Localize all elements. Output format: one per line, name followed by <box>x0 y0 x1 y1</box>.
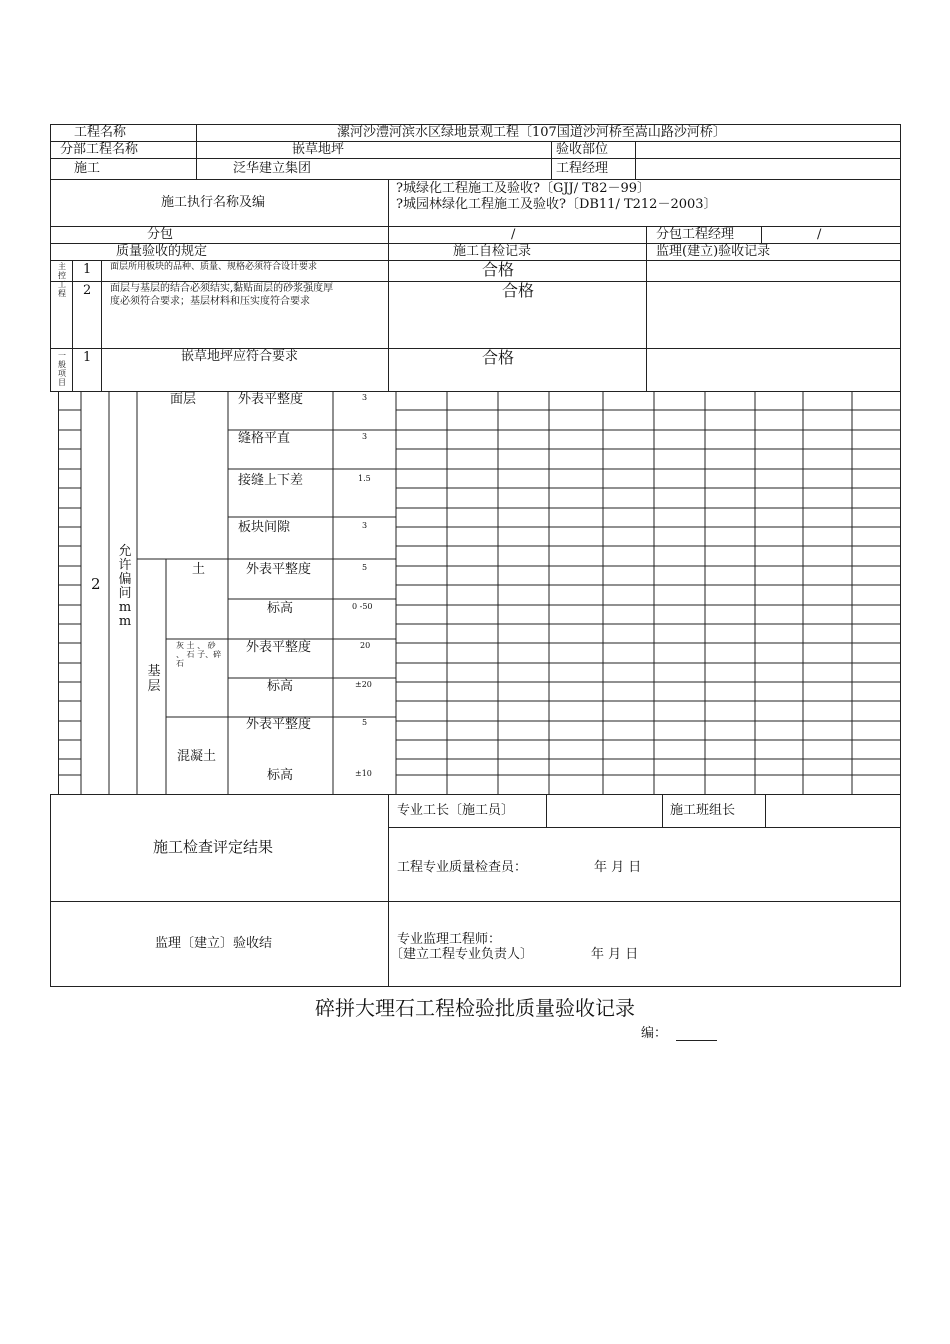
standard-label: 施工执行名称及编 <box>161 195 266 210</box>
self-check-header: 施工自检记录 <box>453 244 532 259</box>
general-no: 1 <box>83 350 92 365</box>
main-item-2-result: 合格 <box>502 281 535 300</box>
supervision-label: 监理〔建立〕验收结 <box>155 936 273 951</box>
page-title: 碎拼大理石工程检验批质量验收记录 <box>315 996 635 1020</box>
deviation-row-value: 0 -50 <box>352 602 373 611</box>
deviation-row-value: 3 <box>362 521 368 530</box>
general-label: 一般项目 <box>58 351 66 387</box>
date-1: 年 月 日 <box>594 860 642 875</box>
deviation-label: 允许偏问mm <box>118 544 132 629</box>
quality-rules-header: 质量验收的规定 <box>116 244 208 259</box>
general-text: 嵌草地坪应符合要求 <box>181 349 299 364</box>
subproject-label: 分部工程名称 <box>60 142 139 157</box>
acceptance-part-label: 验收部位 <box>556 142 609 157</box>
deviation-row-name: 外表平整度 <box>246 562 312 577</box>
standard-1: ?城绿化工程施工及验收?〔GJJ/ T82－99〕 <box>396 181 651 196</box>
project-name-label: 工程名称 <box>74 125 127 140</box>
subcontract-value: / <box>511 227 516 242</box>
owner-label: 〔建立工程专业负责人〕 <box>390 947 534 962</box>
main-item-2-text-1: 面层与基层的结合必须结实,黏贴面层的砂浆强度厚 <box>110 283 334 294</box>
deviation-row-name: 外表平整度 <box>246 717 312 732</box>
deviation-row-value: ±20 <box>355 680 372 689</box>
base-label: 基层 <box>147 664 161 694</box>
project-manager-label: 工程经理 <box>556 161 609 176</box>
deviation-row-name: 标高 <box>267 679 294 694</box>
general-result: 合格 <box>482 348 515 367</box>
project-name: 漯河沙澧河滨水区绿地景观工程〔107国道沙河桥至嵩山路沙河桥〕 <box>337 125 726 140</box>
subcontract-label: 分包 <box>147 227 174 242</box>
sub-manager-value: / <box>817 227 822 242</box>
soil-label: 土 <box>192 562 206 577</box>
sub-manager-label: 分包工程经理 <box>656 227 735 242</box>
deviation-row-name: 标高 <box>267 601 294 616</box>
foreman-label: 专业工长〔施工员〕 <box>397 803 515 818</box>
main-control-label: 主控工程 <box>58 262 66 298</box>
deviation-grid-lines <box>58 391 901 795</box>
inspector-label: 工程专业质量检查员： <box>397 860 528 875</box>
deviation-row-name: 接缝上下差 <box>238 473 304 488</box>
construction-unit: 泛华建立集团 <box>233 161 312 176</box>
deviation-row-value: 3 <box>362 393 368 402</box>
main-item-2-no: 2 <box>83 283 92 298</box>
deviation-row-name: 缝格平直 <box>238 431 291 446</box>
supervision-header: 监理(建立)验收记录 <box>656 244 771 259</box>
deviation-row-name: 板块间隙 <box>238 520 291 535</box>
construction-label: 施工 <box>74 161 101 176</box>
deviation-row-value: ±10 <box>355 769 372 778</box>
number-blank <box>676 1040 717 1041</box>
date-2: 年 月 日 <box>591 947 639 962</box>
deviation-grid <box>58 391 901 795</box>
surface-label: 面层 <box>170 392 197 407</box>
deviation-row-value: 3 <box>362 432 368 441</box>
team-leader-label: 施工班组长 <box>670 803 736 818</box>
deviation-row-name: 外表平整度 <box>238 392 304 407</box>
deviation-row-name: 标高 <box>267 768 294 783</box>
deviation-row-value: 20 <box>360 641 371 650</box>
number-label: 编： <box>641 1026 668 1041</box>
subproject-value: 嵌草地坪 <box>292 142 345 157</box>
standard-2: ?城园林绿化工程施工及验收?〔DB11/ T212－2003〕 <box>396 197 717 212</box>
deviation-row-name: 外表平整度 <box>246 640 312 655</box>
deviation-item-no: 2 <box>91 575 101 593</box>
main-item-2-text-2: 度必须符合要求；基层材料和压实度符合要求 <box>110 296 310 307</box>
main-item-1-no: 1 <box>83 262 92 277</box>
main-item-1-text: 面层所用板块的品种、质量、规格必须符合设计要求 <box>110 262 318 272</box>
lime-label: 灰 土 、 砂 、 石 子、碎石 <box>176 641 222 668</box>
deviation-row-value: 5 <box>362 718 368 727</box>
concrete-label: 混凝土 <box>177 749 217 764</box>
result-label: 施工检查评定结果 <box>153 838 274 856</box>
deviation-row-value: 5 <box>362 563 368 572</box>
engineer-label: 专业监理工程师： <box>397 932 502 947</box>
main-item-1-result: 合格 <box>482 260 515 279</box>
deviation-row-value: 1.5 <box>358 474 371 483</box>
